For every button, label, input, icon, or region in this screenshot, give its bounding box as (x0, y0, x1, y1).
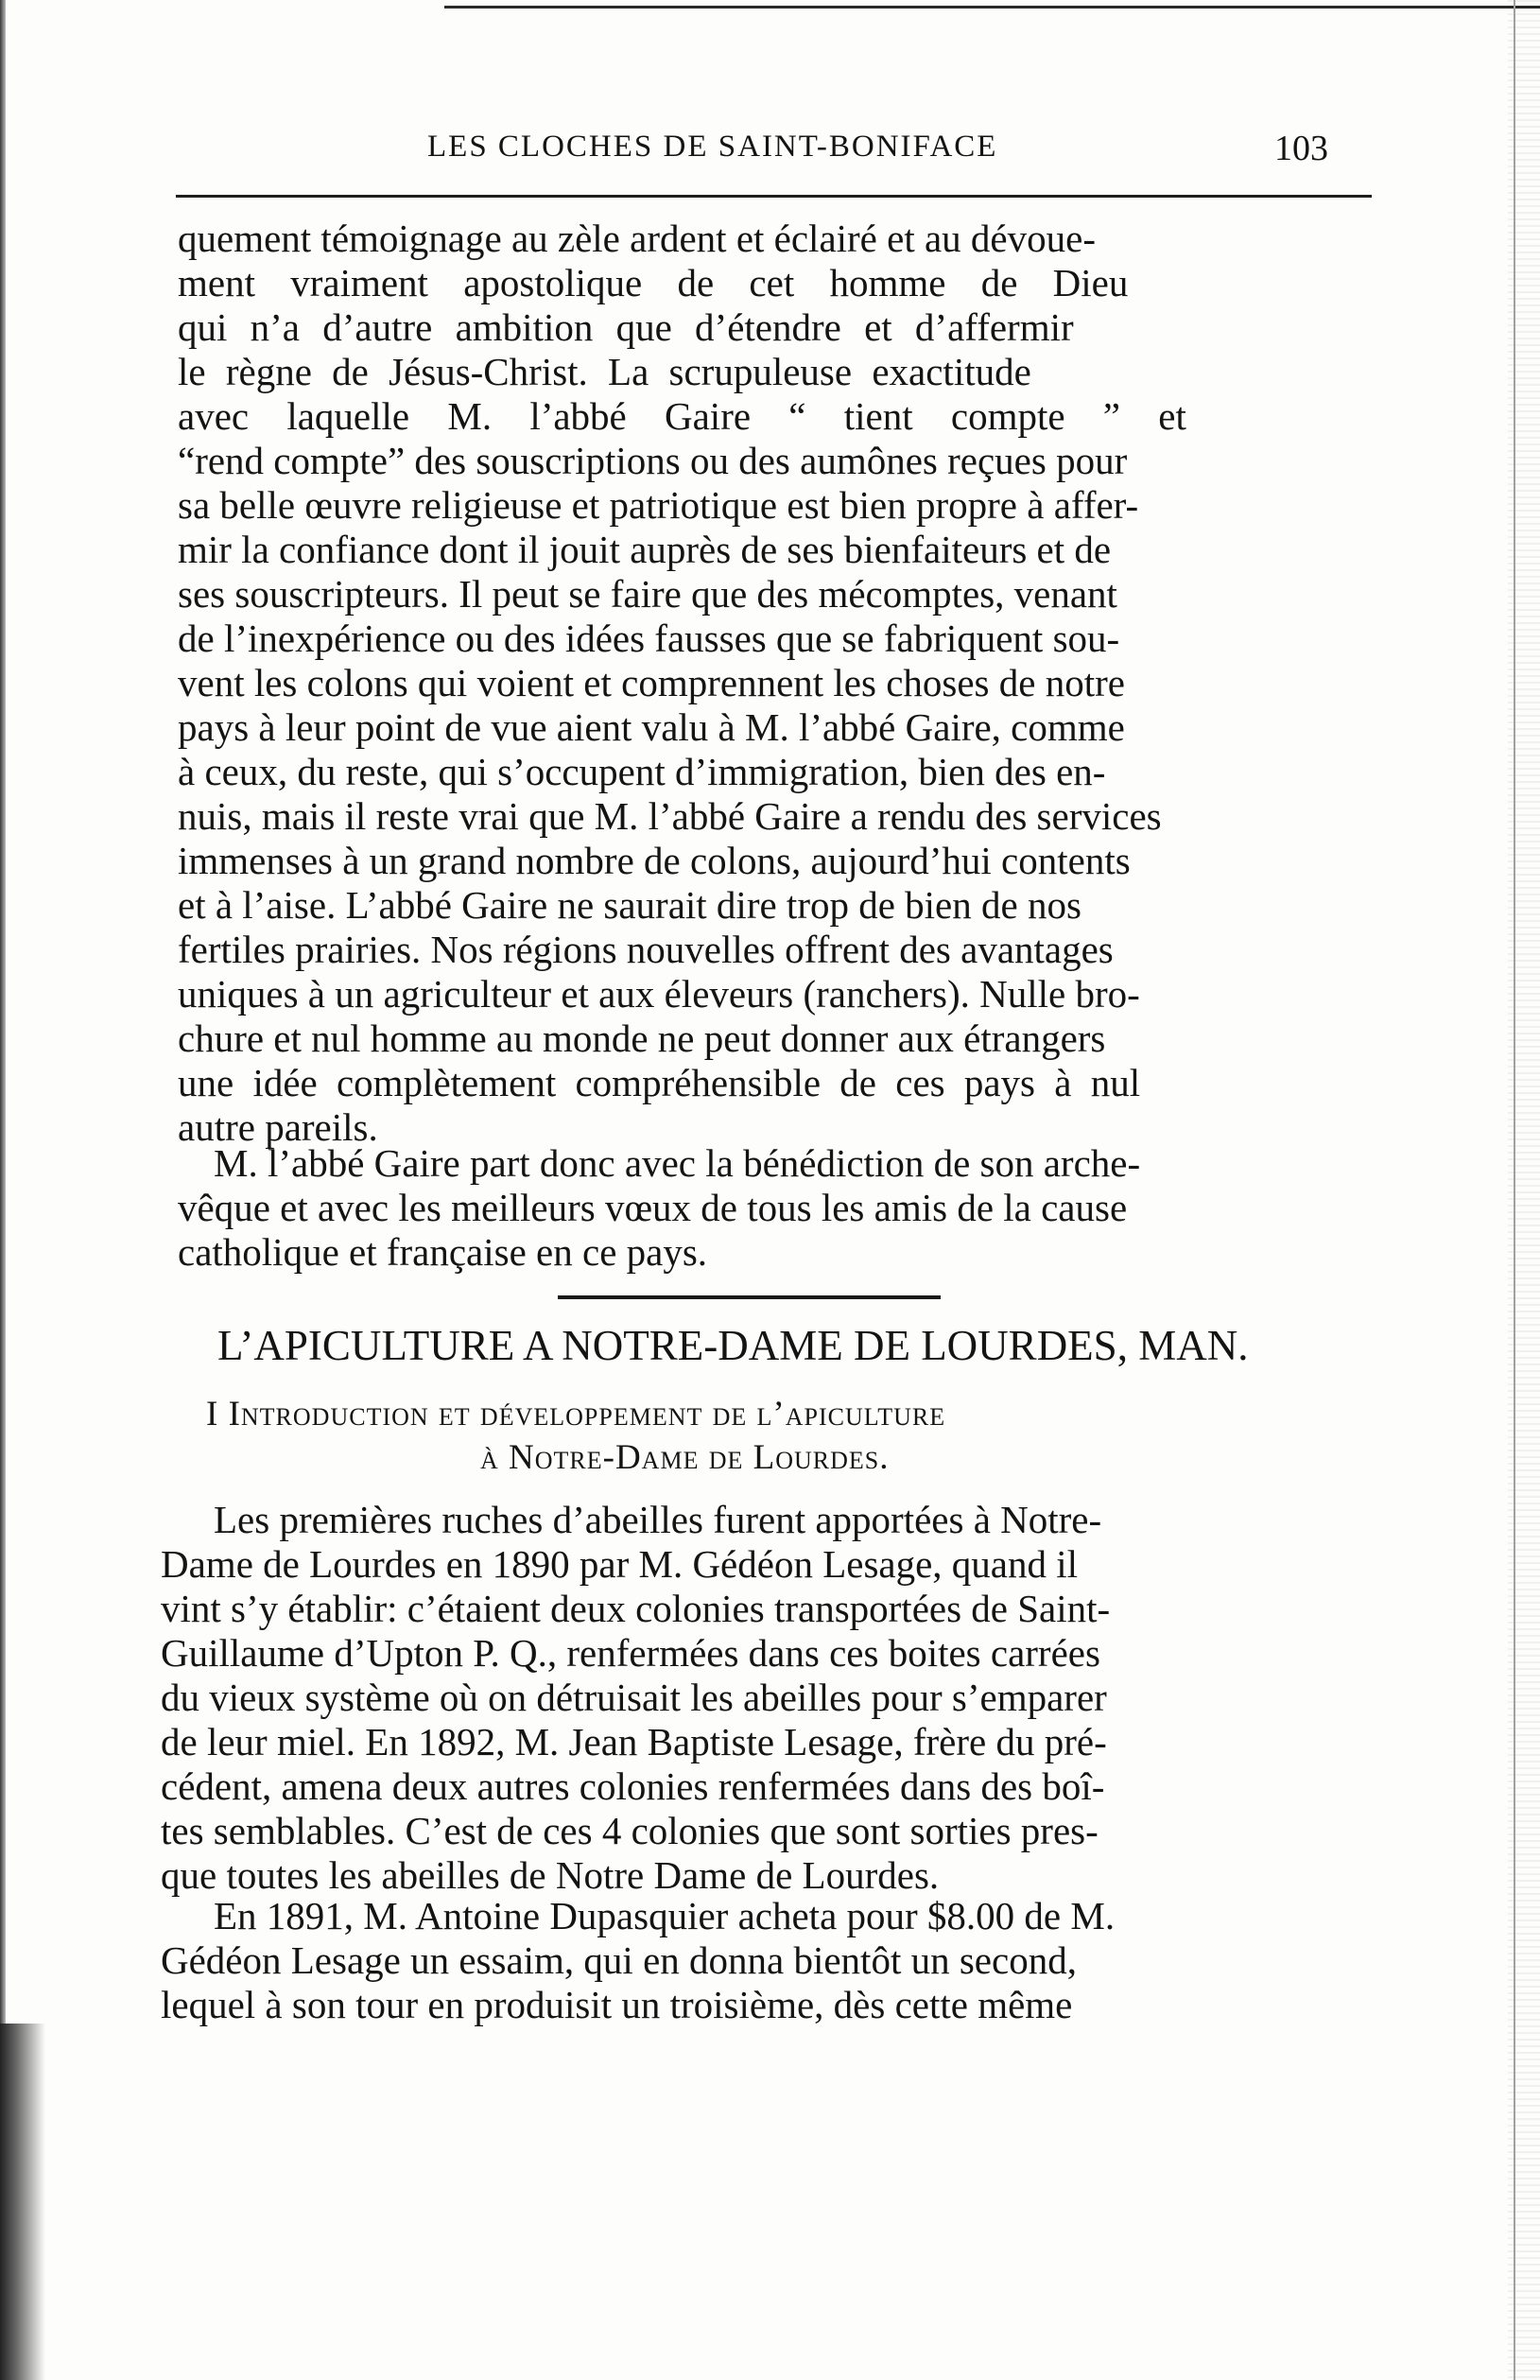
text-line: vêque et avec les meilleurs vœux de tous les amis de la cause (178, 1186, 1128, 1229)
text-line: immenses à un grand nombre de colons, aujourd’hui contents (178, 839, 1131, 882)
text-line: le règne de Jésus-Christ. La scrupuleuse exactitude (178, 350, 1031, 393)
text-line: Guillaume d’Upton P. Q., renfermées dans ces boites carrées (161, 1631, 1100, 1675)
scan-top-edge (444, 6, 1540, 9)
text-line: de leur miel. En 1892, M. Jean Baptiste Lesage, frère du pré- (161, 1720, 1107, 1763)
text-line: fertiles prairies. Nos régions nouvelles offrent des avantages (178, 928, 1114, 971)
text-line: une idée complètement compréhensible de ces pays à nul (178, 1061, 1141, 1104)
section-subtitle-line-2: à Notre-Dame de Lourdes. (480, 1438, 890, 1477)
text-line: vint s’y établir: c’étaient deux colonies transportées de Saint- (161, 1587, 1111, 1630)
page-number: 103 (1274, 129, 1328, 168)
running-head: LES CLOCHES DE SAINT-BONIFACE (427, 130, 998, 164)
text-line: ment vraiment apostolique de cet homme de Dieu (178, 261, 1129, 304)
text-line: vent les colons qui voient et comprennent les choses de notre (178, 661, 1125, 704)
text-line: En 1891, M. Antoine Dupasquier acheta pour $8.00 de M. (214, 1894, 1116, 1937)
text-line: mir la confiance dont il jouit auprès de ses bienfaiteurs et de (178, 528, 1112, 571)
text-line: autre pareils. (178, 1105, 378, 1149)
section-divider (558, 1295, 941, 1299)
text-line: tes semblables. C’est de ces 4 colonies que sont sorties pres- (161, 1809, 1099, 1852)
text-line: catholique et française en ce pays. (178, 1230, 708, 1274)
section-subtitle-line-1: I Introduction et développement de l’apiculture (206, 1395, 946, 1433)
text-line: du vieux système où on détruisait les abeilles pour s’emparer (161, 1676, 1107, 1719)
text-line: avec laquelle M. l’abbé Gaire “ tient compte ” et (178, 394, 1186, 438)
text-line: Gédéon Lesage un essaim, qui en donna bientôt un second, (161, 1938, 1077, 1982)
text-line: uniques à un agriculteur et aux éleveurs (ranchers). Nulle bro- (178, 972, 1140, 1016)
text-line: lequel à son tour en produisit un troisième, dès cette même (161, 1983, 1073, 2026)
text-line: de l’inexpérience ou des idées fausses que se fabriquent sou- (178, 617, 1120, 660)
text-line: Dame de Lourdes en 1890 par M. Gédéon Lesage, quand il (161, 1542, 1079, 1586)
scan-right-border (1514, 0, 1515, 2380)
section-title: L’APICULTURE A NOTRE-DAME DE LOURDES, MAN. (217, 1322, 1249, 1369)
text-line: sa belle œuvre religieuse et patriotique est bien propre à affer- (178, 483, 1139, 527)
text-line: et à l’aise. L’abbé Gaire ne saurait dire trop de bien de nos (178, 883, 1081, 927)
text-line: chure et nul homme au monde ne peut donner aux étrangers (178, 1016, 1106, 1060)
text-line: nuis, mais il reste vrai que M. l’abbé Gaire a rendu des services (178, 794, 1162, 838)
text-line: M. l’abbé Gaire part donc avec la bénédiction de son arche- (214, 1141, 1141, 1185)
text-line: que toutes les abeilles de Notre Dame de Lourdes. (161, 1853, 940, 1897)
text-line: cédent, amena deux autres colonies renfermées dans des boî- (161, 1764, 1105, 1808)
text-line: à ceux, du reste, qui s’occupent d’immigration, bien des en- (178, 750, 1106, 793)
text-line: pays à leur point de vue aient valu à M. l’abbé Gaire, comme (178, 705, 1125, 749)
text-line: quement témoignage au zèle ardent et éclairé et au dévoue- (178, 217, 1096, 260)
scan-left-shadow (0, 2024, 45, 2380)
text-line: Les premières ruches d’abeilles furent apportées à Notre- (214, 1498, 1102, 1541)
text-line: “rend compte” des souscriptions ou des aumônes reçues pour (178, 439, 1128, 482)
text-line: qui n’a d’autre ambition que d’étendre et d’affermir (178, 305, 1074, 349)
header-rule (176, 195, 1372, 198)
text-line: ses souscripteurs. Il peut se faire que des mécomptes, venant (178, 572, 1117, 616)
